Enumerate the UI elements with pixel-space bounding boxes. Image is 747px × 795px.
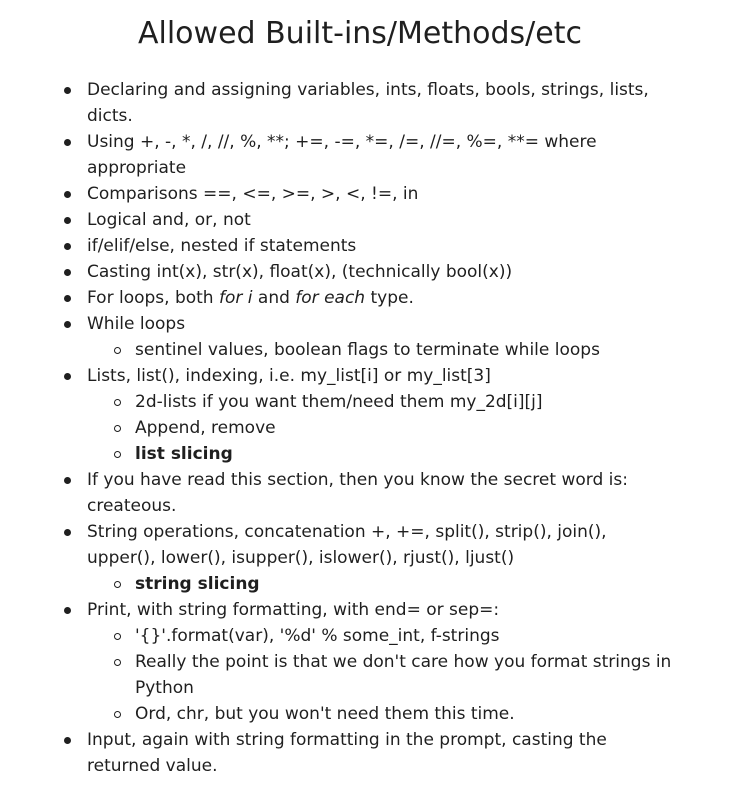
sublist-string-operations [87, 571, 677, 597]
emphasis-for-i: for i [218, 288, 253, 308]
list-item-casting: Casting int(x), str(x), float(x), (technically bool(x)) [87, 259, 677, 285]
list-item-string-operations: String operations, concatenation +, +=, split(), strip(), join(), upper(), lower(), isupper(), islower(), rjust(), ljust() string slicing [87, 519, 677, 597]
sublist-item-ord-chr: Ord, chr, but you won't need them this time. [135, 701, 677, 727]
sublist-lists [87, 389, 677, 467]
list-item-comparisons: Comparisons ==, <=, >=, >, <, !=, in [87, 181, 677, 207]
allowed-list [87, 77, 677, 779]
list-item-input: Input, again with string formatting in the prompt, casting the returned value. [87, 727, 677, 779]
emphasis-for-each: for each [295, 288, 366, 308]
list-item-variables: Declaring and assigning variables, ints, floats, bools, strings, lists, dicts. [87, 77, 677, 129]
sublist-item-format-note: Really the point is that we don't care how you format strings in Python [135, 649, 677, 701]
sublist-while-loops [87, 337, 677, 363]
list-item-logical: Logical and, or, not [87, 207, 677, 233]
sublist-item-append-remove: Append, remove [135, 415, 677, 441]
sublist-item-2d-lists: 2d-lists if you want them/need them my_2d[i][j] [135, 389, 677, 415]
sublist-item-sentinel: sentinel values, boolean flags to terminate while loops [135, 337, 677, 363]
sublist-item-string-slicing: string slicing [135, 571, 677, 597]
sublist-item-format: '{}'.format(var), '%d' % some_int, f-strings [135, 623, 677, 649]
list-item-operators: Using +, -, *, /, //, %, **; +=, -=, *=, /=, //=, %=, **= where appropriate [87, 129, 677, 181]
list-item-print: Print, with string formatting, with end= or sep=: '{}'.format(var), '%d' % some_int, f-strings Really the point is that we don't care how you format strings in Python Ord, chr, but you won't need them this time. [87, 597, 677, 727]
list-item-if-statements: if/elif/else, nested if statements [87, 233, 677, 259]
list-item-secret-word: If you have read this section, then you know the secret word is: createous. [87, 467, 677, 519]
list-item-while-loops: While loops sentinel values, boolean flags to terminate while loops [87, 311, 677, 363]
list-item-for-loops: For loops, both for i and for each type. [87, 285, 677, 311]
page-title: Allowed Built-ins/Methods/etc [137, 16, 583, 51]
list-item-lists: Lists, list(), indexing, i.e. my_list[i] or my_list[3] 2d-lists if you want them/need them my_2d[i][j] Append, remove list slicing [87, 363, 677, 467]
sublist-print [87, 623, 677, 727]
sublist-item-list-slicing: list slicing [135, 441, 677, 467]
